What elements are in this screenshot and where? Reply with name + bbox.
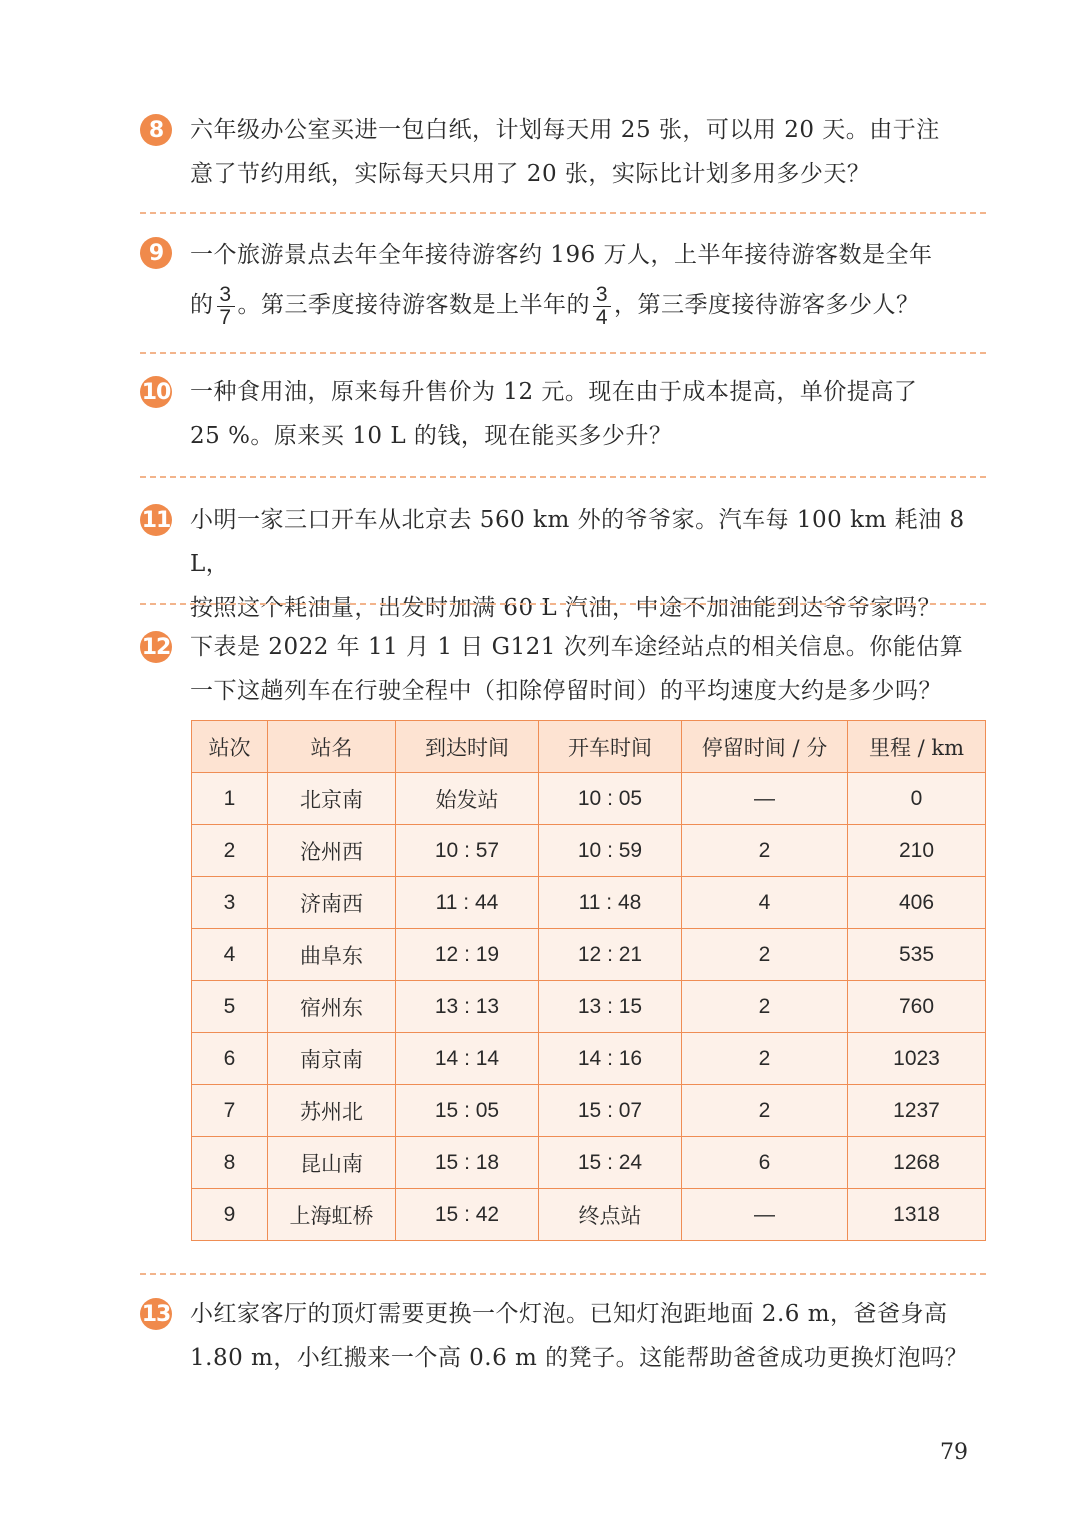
table-header-row [192, 721, 986, 773]
arrival-time: 15 : 18 [396, 1137, 539, 1189]
problem-text [190, 498, 990, 630]
problem-line: 小明一家三口开车从北京去 560 km 外的爷爷家。汽车每 100 km 耗油 8 L， [190, 507, 965, 577]
fraction-three-sevenths [217, 284, 235, 329]
problem-text [190, 625, 990, 713]
problem-line: 一种食用油，原来每升售价为 12 元。现在由于成本提高，单价提高了 [190, 379, 918, 405]
table-row [192, 1137, 986, 1189]
station-index: 3 [192, 877, 268, 929]
problem-13 [140, 1292, 990, 1380]
problem-line: 一下这趟列车在行驶全程中（扣除停留时间）的平均速度大约是多少吗？ [190, 678, 942, 704]
problem-9 [140, 233, 990, 333]
text-segment: ，第三季度接待游客多少人？ [614, 292, 920, 318]
problem-8 [140, 108, 990, 196]
table-row [192, 773, 986, 825]
distance: 760 [848, 981, 986, 1033]
fraction-denominator: 4 [595, 305, 609, 329]
dashed-divider [140, 476, 986, 478]
table-row [192, 877, 986, 929]
station-index: 1 [192, 773, 268, 825]
departure-time: 10 : 05 [539, 773, 682, 825]
distance: 1318 [848, 1189, 986, 1241]
station-name: 北京南 [268, 773, 396, 825]
problem-text [190, 233, 990, 333]
arrival-time: 14 : 14 [396, 1033, 539, 1085]
problem-11 [140, 498, 990, 630]
station-name: 苏州北 [268, 1085, 396, 1137]
stop-duration: 2 [682, 929, 848, 981]
station-index: 7 [192, 1085, 268, 1137]
stop-duration: 4 [682, 877, 848, 929]
table-row [192, 1085, 986, 1137]
column-header: 到达时间 [396, 721, 539, 773]
arrival-time: 15 : 05 [396, 1085, 539, 1137]
distance: 535 [848, 929, 986, 981]
departure-time: 15 : 07 [539, 1085, 682, 1137]
distance: 406 [848, 877, 986, 929]
fraction-denominator: 7 [219, 305, 232, 329]
problem-line: 意了节约用纸，实际每天只用了 20 张，实际比计划多用多少天？ [190, 161, 871, 187]
problem-line: 1.80 m，小红搬来一个高 0.6 m 的凳子。这能帮助爸爸成功更换灯泡吗？ [190, 1345, 969, 1371]
station-name: 济南西 [268, 877, 396, 929]
distance: 210 [848, 825, 986, 877]
problem-line: 下表是 2022 年 11 月 1 日 G121 次列车途经站点的相关信息。你能估算 [190, 634, 964, 660]
problem-number-badge: 10 [140, 376, 172, 408]
stop-duration: 2 [682, 1033, 848, 1085]
arrival-time: 11 : 44 [396, 877, 539, 929]
station-name: 昆山南 [268, 1137, 396, 1189]
stop-duration: — [682, 773, 848, 825]
problem-number-badge: 9 [140, 237, 172, 269]
table-row [192, 929, 986, 981]
arrival-time: 15 : 42 [396, 1189, 539, 1241]
station-index: 8 [192, 1137, 268, 1189]
table-row [192, 825, 986, 877]
station-index: 2 [192, 825, 268, 877]
departure-time: 12 : 21 [539, 929, 682, 981]
stop-duration: 6 [682, 1137, 848, 1189]
stop-duration: — [682, 1189, 848, 1241]
text-segment: 。第三季度接待游客数是上半年的 [237, 292, 590, 318]
station-index: 4 [192, 929, 268, 981]
station-name: 曲阜东 [268, 929, 396, 981]
stop-duration: 2 [682, 1085, 848, 1137]
problem-line: 六年级办公室买进一包白纸，计划每天用 25 张，可以用 20 天。由于注 [190, 117, 940, 143]
column-header: 停留时间 / 分 [682, 721, 848, 773]
problem-line: 25 %。原来买 10 L 的钱，现在能买多少升？ [190, 423, 673, 449]
station-name: 南京南 [268, 1033, 396, 1085]
stop-duration: 2 [682, 981, 848, 1033]
problem-12 [140, 625, 990, 713]
problem-number-badge: 12 [140, 631, 172, 663]
distance: 0 [848, 773, 986, 825]
problem-number-badge: 11 [140, 504, 172, 536]
problem-line: 一个旅游景点去年全年接待游客约 196 万人，上半年接待游客数是全年 [190, 242, 933, 268]
column-header: 开车时间 [539, 721, 682, 773]
station-index: 6 [192, 1033, 268, 1085]
dashed-divider [140, 603, 986, 605]
departure-time: 10 : 59 [539, 825, 682, 877]
problem-number-badge: 13 [140, 1298, 172, 1330]
arrival-time: 13 : 13 [396, 981, 539, 1033]
station-index: 5 [192, 981, 268, 1033]
problem-line: 小红家客厅的顶灯需要更换一个灯泡。已知灯泡距地面 2.6 m，爸爸身高 [190, 1301, 948, 1327]
table-row [192, 1033, 986, 1085]
fraction-numerator: 3 [595, 282, 609, 306]
fraction-three-quarters [593, 284, 611, 329]
distance: 1023 [848, 1033, 986, 1085]
problem-text [190, 108, 990, 196]
column-header: 站名 [268, 721, 396, 773]
arrival-time: 10 : 57 [396, 825, 539, 877]
departure-time: 15 : 24 [539, 1137, 682, 1189]
arrival-time: 12 : 19 [396, 929, 539, 981]
table-row [192, 981, 986, 1033]
station-name: 上海虹桥 [268, 1189, 396, 1241]
column-header: 里程 / km [848, 721, 986, 773]
station-index: 9 [192, 1189, 268, 1241]
dashed-divider [140, 212, 986, 214]
arrival-time: 始发站 [396, 773, 539, 825]
departure-time: 13 : 15 [539, 981, 682, 1033]
dashed-divider [140, 352, 986, 354]
problem-number-badge: 8 [140, 114, 172, 146]
problem-line [190, 277, 990, 333]
distance: 1237 [848, 1085, 986, 1137]
table-row [192, 1189, 986, 1241]
train-schedule-table [191, 720, 986, 1241]
problem-text [190, 1292, 990, 1380]
problem-10 [140, 370, 990, 458]
departure-time: 终点站 [539, 1189, 682, 1241]
stop-duration: 2 [682, 825, 848, 877]
column-header: 站次 [192, 721, 268, 773]
fraction-numerator: 3 [219, 282, 232, 306]
departure-time: 14 : 16 [539, 1033, 682, 1085]
dashed-divider [140, 1273, 986, 1275]
text-segment: 的 [190, 292, 214, 318]
station-name: 宿州东 [268, 981, 396, 1033]
distance: 1268 [848, 1137, 986, 1189]
departure-time: 11 : 48 [539, 877, 682, 929]
station-name: 沧州西 [268, 825, 396, 877]
problem-line: 按照这个耗油量，出发时加满 60 L 汽油，中途不加油能到达爷爷家吗？ [190, 595, 941, 621]
problem-text [190, 370, 990, 458]
page-number: 79 [940, 1440, 968, 1465]
